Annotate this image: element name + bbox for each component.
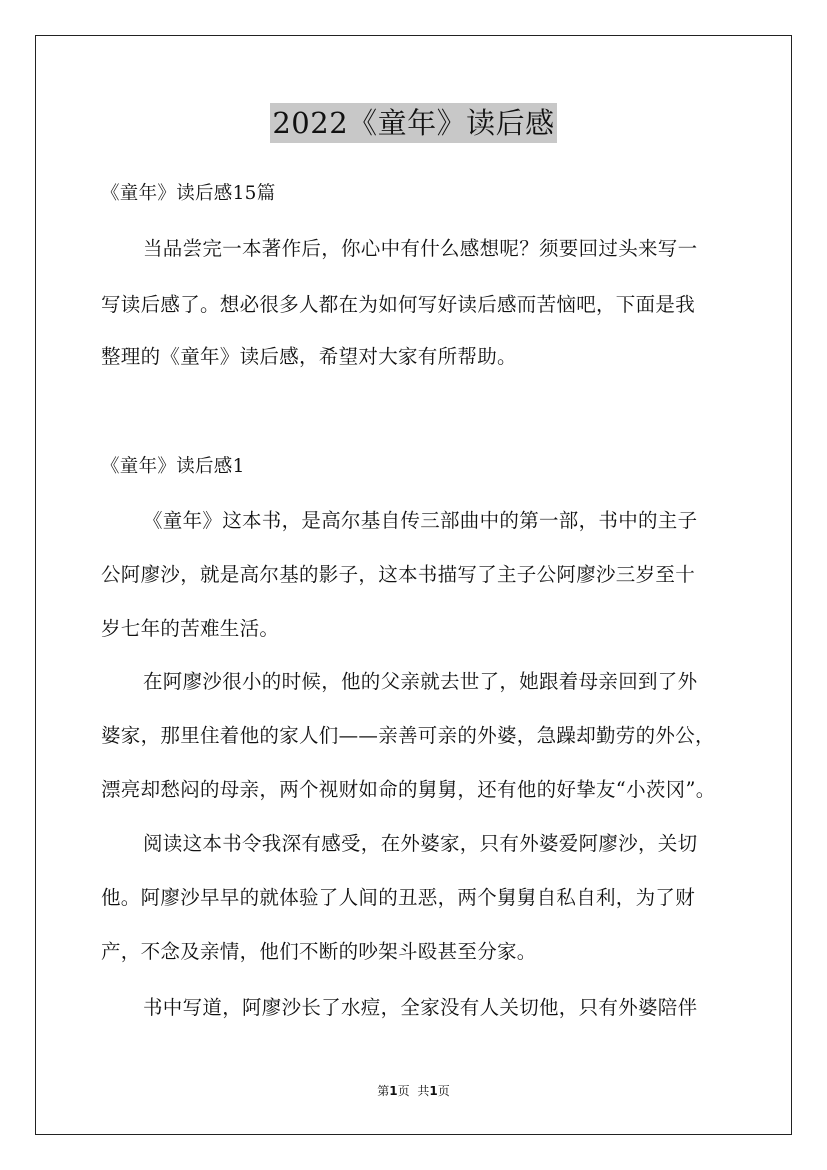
body-line-9: 产，不念及亲情，他们不断的吵架斗殴甚至分家。 [101, 940, 537, 963]
body-line-8: 他。阿廖沙早早的就体验了人间的丑恶，两个舅舅自私自利，为了财 [101, 886, 696, 909]
body-line-3: 岁七年的苦难生活。 [101, 617, 280, 640]
body-line-7: 阅读这本书令我深有感受，在外婆家，只有外婆爱阿廖沙，关切 [143, 832, 698, 855]
document-title: 2022《童年》读后感 [270, 103, 556, 143]
body-line-5: 婆家，那里住着他的家人们——亲善可亲的外婆，急躁却勤劳的外公， [101, 724, 715, 747]
body-line-4: 在阿廖沙很小的时候，他的父亲就去世了，她跟着母亲回到了外 [143, 670, 698, 693]
footer-page-word: 页 [397, 1084, 410, 1098]
body-line-1: 《童年》这本书，是高尔基自传三部曲中的第一部，书中的主子 [143, 509, 698, 532]
body-line-10: 书中写道，阿廖沙长了水痘，全家没有人关切他，只有外婆陪伴 [143, 996, 698, 1019]
intro-line-2: 写读后感了。想必很多人都在为如何写好读后感而苦恼吧，下面是我 [101, 293, 696, 316]
section-heading: 《童年》读后感1 [101, 456, 245, 477]
page-footer [0, 1083, 827, 1099]
title-container [0, 103, 827, 143]
intro-line-1: 当品尝完一本著作后，你心中有什么感想呢？须要回过头来写一 [143, 237, 698, 260]
footer-total-prefix: 共 [417, 1084, 430, 1098]
footer-total-suffix: 页 [437, 1084, 450, 1098]
body-line-2: 公阿廖沙，就是高尔基的影子，这本书描写了主子公阿廖沙三岁至十 [101, 563, 696, 586]
footer-prefix: 第 [377, 1084, 390, 1098]
footer-current-page: 1 [389, 1084, 398, 1098]
body-line-6: 漂亮却愁闷的母亲，两个视财如命的舅舅，还有他的好挚友“小茨冈”。 [101, 778, 716, 801]
intro-line-3: 整理的《童年》读后感，希望对大家有所帮助。 [101, 345, 517, 368]
footer-total-pages: 1 [429, 1084, 438, 1098]
document-subtitle: 《童年》读后感15篇 [101, 183, 276, 204]
